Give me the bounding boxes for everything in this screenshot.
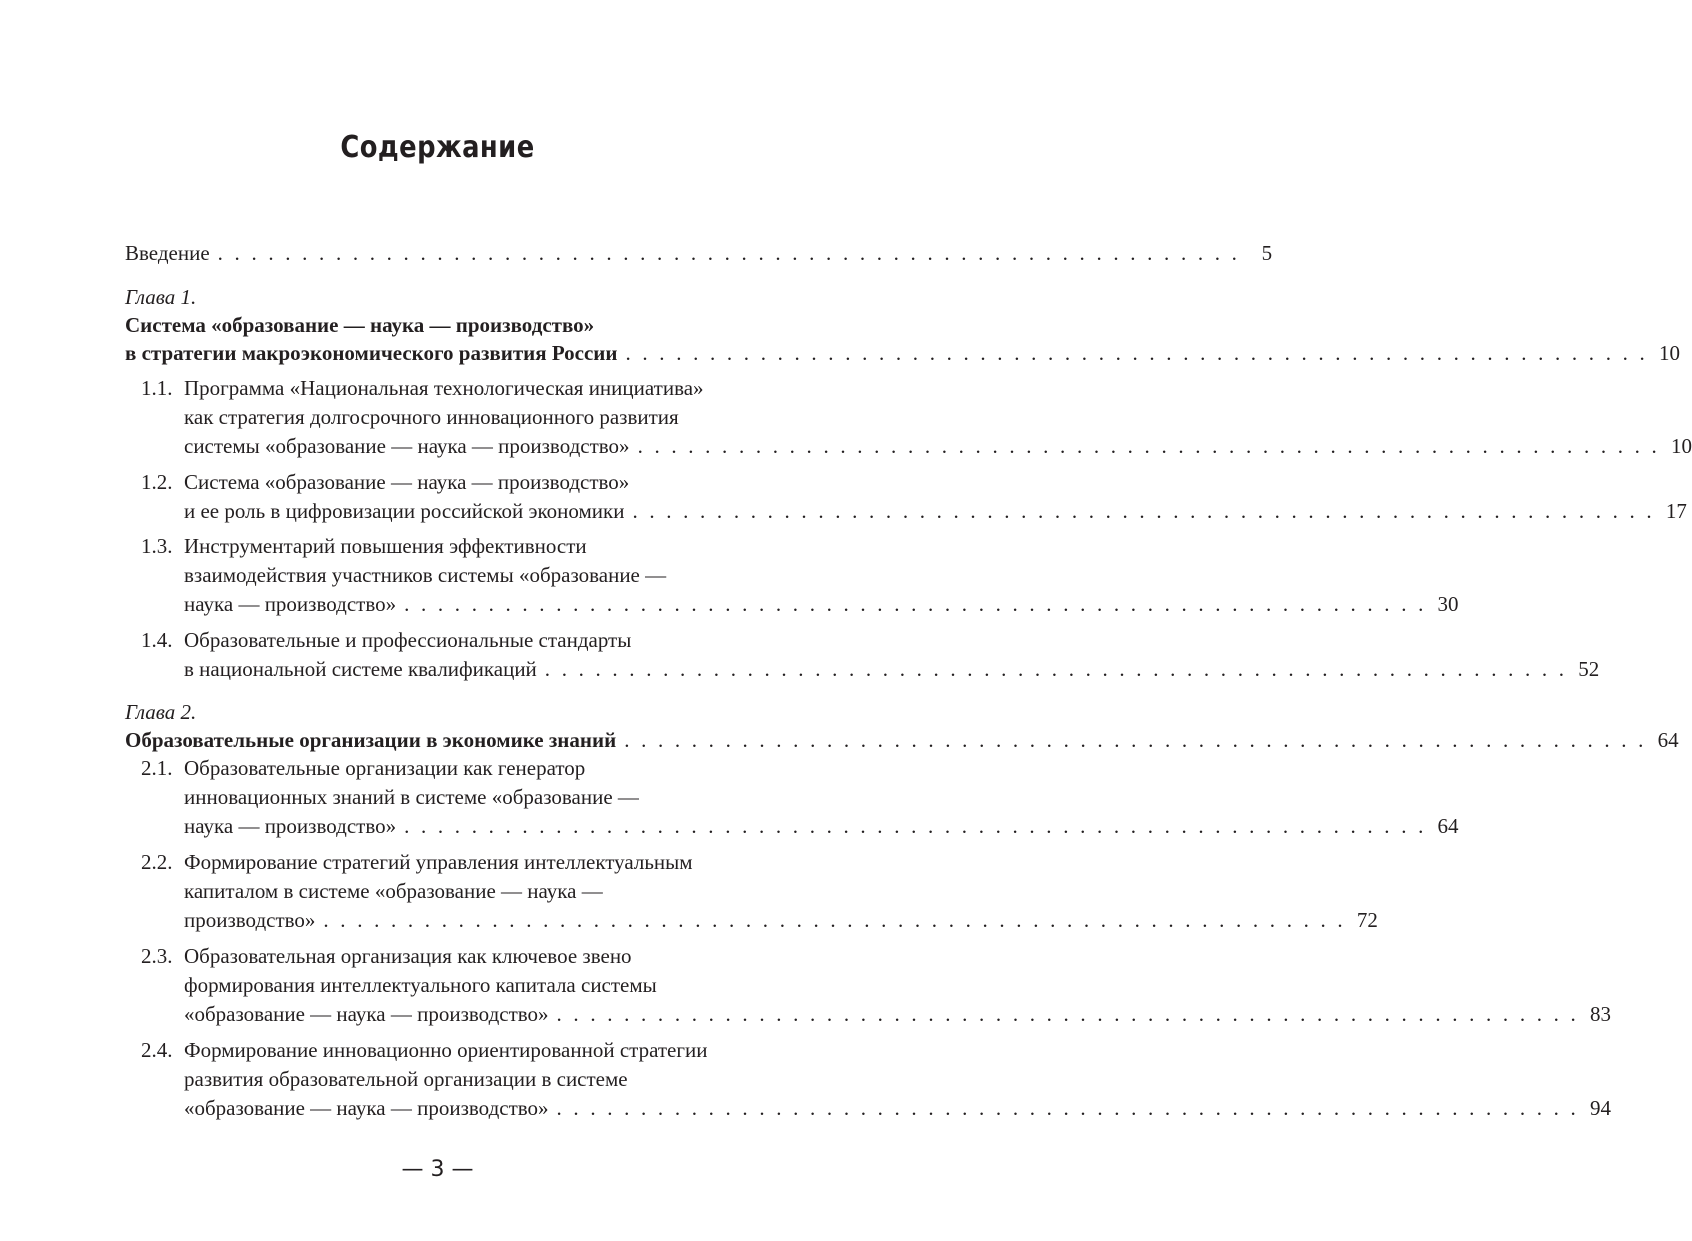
section-title-line[interactable]: Инструментарий повышения эффективности xyxy=(184,534,587,558)
section-title-line[interactable]: капиталом в системе «образование — наука — xyxy=(184,879,603,903)
toc-entry-2-4[interactable] xyxy=(184,1096,1611,1120)
toc-page-number: 64 xyxy=(1437,814,1459,838)
section-title-line[interactable]: Формирование стратегий управления интеллектуальным xyxy=(184,850,693,874)
toc-entry-chapter2[interactable] xyxy=(125,728,1679,752)
toc-page-number: 72 xyxy=(1356,908,1378,932)
section-number: 2.3. xyxy=(141,944,173,968)
dot-leader: . . . . . . . . . . . . . . . . . . . . . . . . . . . . . . . . . . . . . . . . . . . . . . . . . . . . . . . . . . . . . xyxy=(556,1002,1579,1026)
section-title-line: и ее роль в цифровизации российской экономики xyxy=(184,499,625,523)
dot-leader: . . . . . . . . . . . . . . . . . . . . . . . . . . . . . . . . . . . . . . . . . . . . . . . . . . . . . . . . . . . . . xyxy=(404,814,1427,838)
section-title-line[interactable]: Формирование инновационно ориентированной стратегии xyxy=(184,1038,708,1062)
dot-leader: . . . . . . . . . . . . . . . . . . . . . . . . . . . . . . . . . . . . . . . . . . . . . . . . . . . . . . . . . . . . . xyxy=(544,657,1568,681)
dot-leader: . . . . . . . . . . . . . . . . . . . . . . . . . . . . . . . . . . . . . . . . . . . . . . . . . . . . . . . . . . . . . xyxy=(632,499,1655,523)
toc-page-number: 10 xyxy=(1671,434,1692,458)
toc-page-number: 52 xyxy=(1578,657,1600,681)
toc-page-number: 5 xyxy=(1261,241,1273,265)
section-title-line[interactable]: Образовательные и профессиональные стандарты xyxy=(184,628,632,652)
section-title-line[interactable]: Программа «Национальная технологическая инициатива» xyxy=(184,376,704,400)
toc-entry-chapter1[interactable] xyxy=(125,341,1680,365)
dot-leader: . . . . . . . . . . . . . . . . . . . . . . . . . . . . . . . . . . . . . . . . . . . . . . . . . . . . . . . . . . . . . xyxy=(217,241,1241,265)
toc-entry-1-2[interactable] xyxy=(184,499,1687,523)
chapter-title-line: в стратегии макроэкономического развития России xyxy=(125,341,618,365)
chapter-label: Глава 2. xyxy=(125,700,197,724)
dot-leader: . . . . . . . . . . . . . . . . . . . . . . . . . . . . . . . . . . . . . . . . . . . . . . . . . . . . . . . . . . . . . xyxy=(323,908,1346,932)
section-title-line: системы «образование — наука — производство» xyxy=(184,434,630,458)
dot-leader: . . . . . . . . . . . . . . . . . . . . . . . . . . . . . . . . . . . . . . . . . . . . . . . . . . . . . . . . . . . . . xyxy=(637,434,1661,458)
section-title-line: наука — производство» xyxy=(184,814,397,838)
section-title-line: в национальной системе квалификаций xyxy=(184,657,537,681)
section-title-line: производство» xyxy=(184,908,316,932)
toc-page-number: 17 xyxy=(1665,499,1687,523)
toc-entry-2-1[interactable] xyxy=(184,814,1459,838)
page-title: Содержание xyxy=(340,130,535,165)
toc-page-number: 64 xyxy=(1657,728,1679,752)
dot-leader: . . . . . . . . . . . . . . . . . . . . . . . . . . . . . . . . . . . . . . . . . . . . . . . . . . . . . . . . . . . . . xyxy=(625,341,1648,365)
dot-leader: . . . . . . . . . . . . . . . . . . . . . . . . . . . . . . . . . . . . . . . . . . . . . . . . . . . . . . . . . . . . . xyxy=(404,592,1427,616)
section-number: 2.4. xyxy=(141,1038,173,1062)
section-number: 2.1. xyxy=(141,756,173,780)
toc-entry-2-3[interactable] xyxy=(184,1002,1611,1026)
section-title-line[interactable]: формирования интеллектуального капитала системы xyxy=(184,973,657,997)
toc-page-number: 83 xyxy=(1589,1002,1611,1026)
chapter-title-line: Образовательные организации в экономике знаний xyxy=(125,728,617,752)
toc-page-number: 10 xyxy=(1658,341,1680,365)
section-title-line[interactable]: инновационных знаний в системе «образование — xyxy=(184,785,639,809)
section-title-line[interactable]: взаимодействия участников системы «образование — xyxy=(184,563,667,587)
section-number: 2.2. xyxy=(141,850,173,874)
section-title-line: «образование — наука — производство» xyxy=(184,1096,549,1120)
section-number: 1.4. xyxy=(141,628,173,652)
section-title-line: «образование — наука — производство» xyxy=(184,1002,549,1026)
page-number-footer: — 3 — xyxy=(401,1157,474,1182)
chapter-label: Глава 1. xyxy=(125,285,197,309)
section-number: 1.3. xyxy=(141,534,173,558)
section-title-line: наука — производство» xyxy=(184,592,397,616)
section-title-line[interactable]: Образовательные организации как генератор xyxy=(184,756,586,780)
section-title-line[interactable]: Образовательная организация как ключевое звено xyxy=(184,944,632,968)
toc-entry-intro[interactable] xyxy=(125,241,1273,265)
section-title-line[interactable]: как стратегия долгосрочного инновационного развития xyxy=(184,405,679,429)
chapter-title-line[interactable]: Система «образование — наука — производство» xyxy=(125,313,595,337)
dot-leader: . . . . . . . . . . . . . . . . . . . . . . . . . . . . . . . . . . . . . . . . . . . . . . . . . . . . . . . . . . . . . xyxy=(624,728,1647,752)
toc-page-number: 94 xyxy=(1589,1096,1611,1120)
section-title-line[interactable]: Система «образование — наука — производство» xyxy=(184,470,630,494)
toc-entry-label: Введение xyxy=(125,241,210,265)
toc-entry-1-1[interactable] xyxy=(184,434,1692,458)
section-number: 1.1. xyxy=(141,376,173,400)
section-title-line[interactable]: развития образовательной организации в системе xyxy=(184,1067,628,1091)
toc-entry-1-3[interactable] xyxy=(184,592,1459,616)
toc-page-number: 30 xyxy=(1437,592,1459,616)
dot-leader: . . . . . . . . . . . . . . . . . . . . . . . . . . . . . . . . . . . . . . . . . . . . . . . . . . . . . . . . . . . . . xyxy=(556,1096,1579,1120)
section-number: 1.2. xyxy=(141,470,173,494)
toc-entry-1-4[interactable] xyxy=(184,657,1600,681)
toc-entry-2-2[interactable] xyxy=(184,908,1378,932)
